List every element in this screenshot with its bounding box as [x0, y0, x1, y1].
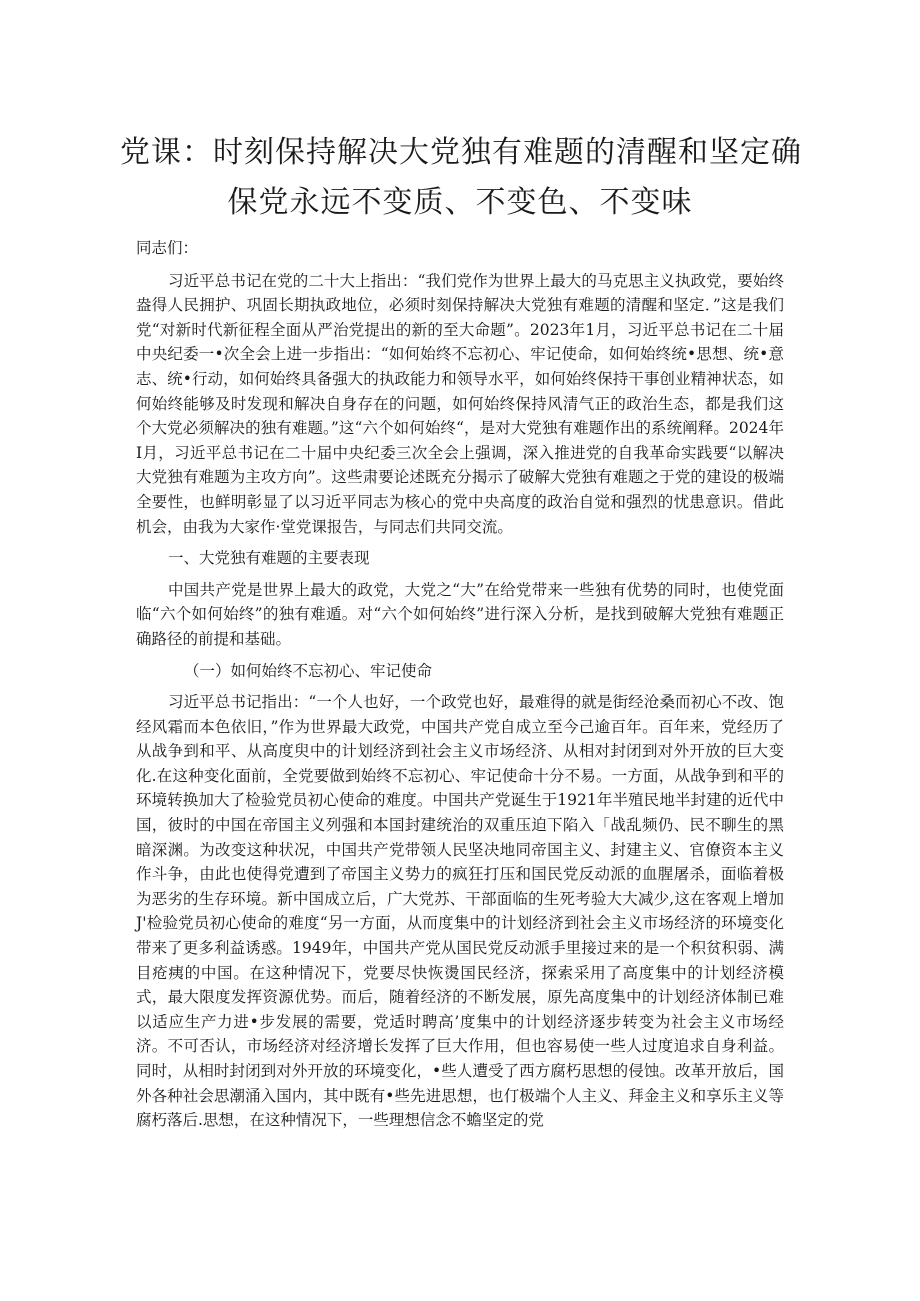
section-1-paragraph: 中国共产党是世界上最大的政党，大党之“大”在给党带来一些独有优势的同时，也使党面临“六个如何始终”的独有难遁。对“六个如何始终”进行深入分析，是找到破解大党独有难题正确路径的前提和基础。 [136, 580, 784, 648]
document-body [136, 236, 784, 1140]
intro-paragraph: 习近平总书记在党的二十大上指出：“我们党作为世界上最大的马克思主义执政党，要始终盎得人民拥护、巩固长期执政地位，必须时刻保持解决大党独有难题的清醒和坚定．”这是我们党“对新时代新征程全面从严治党提出的新的至大命题”。2023年1月，习近平总书记在二十届中央纪委一•次全会上进一步指出：“如何始终不忘初心、牢记使命，如何始终统•思想、统•意志、统•行动，如何始终具备强大的执政能力和领导水平，如何始终保持干事创业精神状态，如何始终能够及时发现和解决自身存在的问题，如何始终保持风清气正的政治生态，都是我们这个大党必须解决的独有难题。”这“六个如何始终“，是对大党独有难题作出的系统阐释。2024年I月，习近平总书记在二十届中央纪委三次全会上强调，深入推进党的自我革命实践要“以解决大党独有难题为主攻方向”。这些肃要论述既充分揭示了破解大党独有难题之于党的建设的极端全要性，也鲜明彰显了以习近平同志为核心的党中央高度的政治自觉和强烈的忧患意识。借此机会，由我为大家作·堂党课报告，与同志们共同交流。 [136, 271, 784, 536]
document-title-line-1: 党课：时刻保持解决大党独有难题的清醒和坚定确 [120, 135, 802, 170]
document-title-line-2: 保党永远不变质、不变色、不变味 [227, 185, 693, 220]
subsection-heading-1: （一）如何始终不忘初心、牢记使命 [184, 661, 433, 680]
section-heading-1: 一、大党独有难题的主要表现 [168, 549, 370, 568]
subsection-1-paragraph: 习近平总书记指出：“一个人也好，一个政党也好，最难得的就是街经沧桑而初心不改、饱经风霜而本色依旧，”作为世界最大政党，中国共产党自成立至今己逾百年。百年来，党经历了从战争到和平、从高度臾中的计划经济到社会主义市场经济、从相对封闭到对外开放的巨大变化.在这种变化面前，全党要做到始终不忘初心、牢记使命十分不易。一方面，从战争到和平的环境转换加大了检验党员初心使命的难度。中国共产党诞生于1921年半殖民地半封建的近代中国，彼时的中国在帝国主义列强和本国封建统治的双重压迫下陷入「战乱频仍、民不聊生的黑暗深渊。为改变这种状况，中国共产党带领人民坚决地同帝国主义、封建主义、官僚资本主义作斗争，由此也使得党遭到了帝国主义势力的疯狂打压和国民党反动派的血腥屠杀，面临着极为恶劣的生存环境。新中国成立后，广大党苏、干部面临的生死考验大大减少,这在客观上增加J'检验党员初心使命的难度“另一方面，从而度集中的计划经济到社会主义市场经济的环境变化带来了更多利益诱惑。1949年，中国共产党从国民党反动派手里接过来的是一个积贫积弱、满目疮痍的中国。在这种情况下，党要尽快恢燙国民经济，探索采用了高度集中的计划经济模式，最大限度发挥资源优势。而后，随着经济的不断发展，原先高度集中的计划经济体制已难以适应生产力进•步发展的需要，党适时聘高’度集中的计划经济逐步转变为社会主义市场经济。不可否认，市场经济对经济增长发挥了巨大作用，但也容易使一些人过度追求自身利益。同时，从相时封闭到对外开放的环境变化，•些人遭受了西方腐朽思想的侵蚀。改革开放后，国外各种社会思潮涌入国内，其中既有•些先进思想，也仃极端个人主义、拜金主义和享乐主义等腐朽落后.思想，在这种情况下，一些理想信念不蟾坚定的党 [136, 693, 784, 1130]
salutation: 同志们： [136, 239, 199, 257]
